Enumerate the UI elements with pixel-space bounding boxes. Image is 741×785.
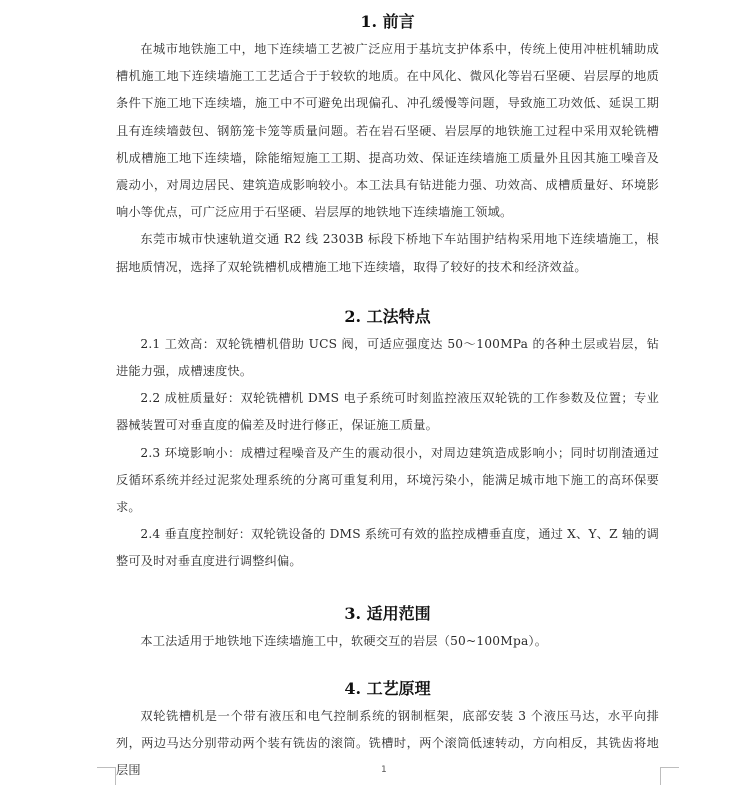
paragraph: 2.4 垂直度控制好：双轮铣设备的 DMS 系统可有效的监控成槽垂直度，通过 X、Y、Z 轴的调整可及时对垂直度进行调整纠偏。: [116, 527, 659, 569]
paragraph: 在城市地铁施工中，地下连续墙工艺被广泛应用于基坑支护体系中，传统上使用冲桩机辅助成槽机施工地下连续墙施工工艺适合于于较软的地质。在中风化、微风化等岩石坚硬、岩层厚的地质条件下施工地下连续墙，施工中不可避免出现偏孔、冲孔缓慢等问题，导致施工功效低、延误工期且有连续墙鼓包、钢筋笼卡笼等质量问题。若在岩石坚硬、岩层厚的地铁施工过程中采用双轮铣槽机成槽施工地下连续墙，除能缩短施工工期、提高功效、保证连续墙施工质量外且因其施工噪音及震动小，对周边居民、建筑造成影响较小。本工法具有钻进能力强、功效高、成槽质量好、环境影响小等优点，可广泛应用于石坚硬、岩层厚的地铁地下连续墙施工领域。: [116, 42, 659, 220]
section-principle: [116, 675, 659, 785]
paragraph: 东莞市城市快速轨道交通 R2 线 2303B 标段下桥地下车站围护结构采用地下连续墙施工，根据地质情况，选择了双轮铣槽机成槽施工地下连续墙，取得了较好的技术和经济效益。: [116, 232, 659, 274]
document-body: [116, 8, 659, 784]
section-scope: [116, 600, 659, 655]
paragraph: 2.1 工效高：双轮铣槽机借助 UCS 阀，可适应强度达 50～100MPa 的各种土层或岩层，钻进能力强，成槽速度快。: [116, 336, 659, 379]
paragraph: 2.2 成桩质量好：双轮铣槽机 DMS 电子系统可时刻监控液压双轮铣的工作参数及位置；专业器械装置可对垂直度的偏差及时进行修正，保证施工质量。: [116, 391, 659, 433]
crop-mark-right-vertical: [660, 767, 679, 785]
section-heading: 2. 工法特点: [344, 306, 431, 326]
crop-mark-left-vertical: [97, 767, 116, 785]
section-heading: 3. 适用范围: [344, 603, 431, 623]
paragraph: 2.3 环境影响小：成槽过程噪音及产生的震动很小，对周边建筑造成影响小；同时切削渣通过反循环系统并经过泥浆处理系统的分离可重复利用，环境污染小，能满足城市地下施工的高环保要求。: [116, 445, 659, 515]
section-preface: [116, 8, 659, 281]
section-heading: 4. 工艺原理: [344, 678, 431, 698]
section-heading: 1. 前言: [360, 12, 415, 31]
section-features: [116, 303, 659, 576]
paragraph: 本工法适用于地铁地下连续墙施工中，软硬交互的岩层（50~100Mpa）。: [140, 633, 548, 648]
paragraph: 双轮铣槽机是一个带有液压和电气控制系统的钢制框架，底部安装 3 个液压马达，水平向排列，两边马达分别带动两个装有铣齿的滚筒。铣槽时，两个滚筒低速转动，方向相反，其铣齿将地层围: [116, 708, 659, 778]
page-number: 1: [381, 765, 387, 775]
